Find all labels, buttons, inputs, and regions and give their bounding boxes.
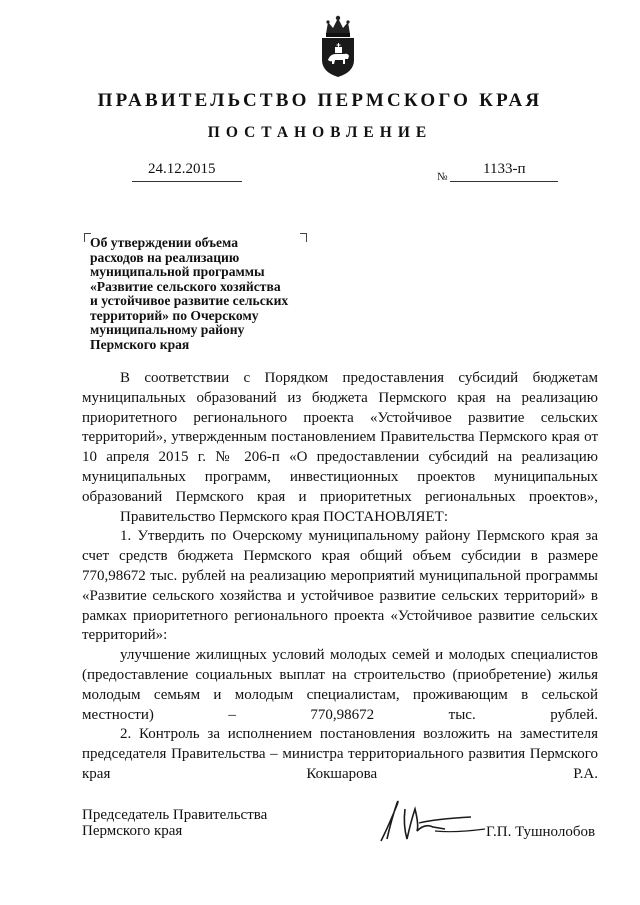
document-subject <box>90 236 330 352</box>
subject-line: Пермского края <box>90 336 190 352</box>
signatory-name: Г.П. Тушнолобов <box>486 824 596 840</box>
document-number: 1133-п <box>483 161 526 177</box>
coat-of-arms-emblem <box>318 14 358 78</box>
subject-line: расходов на реализацию <box>90 249 240 265</box>
item-1-paragraph: 1. Утвердить по Очерскому муниципальному району Пермского края за счет средств бюджета Пермского края общий объем субсидии в размере 770,98672 тыс. рублей на реализацию мероприятий муниципальной программы «Развитие сельского хозяйства и устойчивое развитие сельских территорий» в рамках приоритетного регионального проекта «Устойчивое развитие сельских территорий»: <box>82 528 598 644</box>
signatory-title-line: Пермского края <box>82 823 183 839</box>
subject-line: муниципальному району <box>90 322 245 337</box>
subject-line: территорий» по Очерскому <box>90 307 259 323</box>
number-underline <box>450 181 558 182</box>
subject-line: муниципальной программы <box>90 264 265 279</box>
preamble-paragraph: В соответствии с Порядком предоставления субсидий бюджетам муниципальных образований из бюджета Пермского края на реализацию приоритетного регионального проекта «Устойчивое развитие сельских территорий», утвержденным постановлением Правительства Пермского края от 10 апреля 2015 г. № 206-п «О предоставлении субсидий на реализацию муниципальных программ, инвестиционных проектов муниципальных образований Пермского края и приоритетных региональных проектов», <box>82 370 598 505</box>
government-name: ПРАВИТЕЛЬСТВО ПЕРМСКОГО КРАЯ <box>97 90 543 111</box>
item-1-detail-paragraph: улучшение жилищных условий молодых семей и молодых специалистов (предоставление социальных выплат на строительство (приобретение) жилья молодым семьям и молодым специалистам, проживающим в сельской местности) – 770,98672 тыс. рублей. <box>82 647 598 723</box>
subject-line: и устойчивое развитие сельских <box>90 293 289 308</box>
subject-line: «Развитие сельского хозяйства <box>90 278 281 294</box>
number-sign: № <box>437 171 448 183</box>
date-underline <box>132 181 242 182</box>
handwritten-signature <box>375 795 495 845</box>
signatory-title-line: Председатель Правительства <box>82 807 268 823</box>
resolution-paragraph: Правительство Пермского края ПОСТАНОВЛЯЕТ: <box>120 508 449 525</box>
document-type-title: ПОСТАНОВЛЕНИЕ <box>207 124 433 141</box>
document-body <box>82 369 598 785</box>
item-2-paragraph: 2. Контроль за исполнением постановления возложить на заместителя председателя Правительства – министра территориального развития Пермского края Кокшарова Р.А. <box>82 726 598 782</box>
subject-line: Об утверждении объема <box>90 235 239 250</box>
signatory-title <box>82 807 267 839</box>
document-date: 24.12.2015 <box>148 161 216 177</box>
